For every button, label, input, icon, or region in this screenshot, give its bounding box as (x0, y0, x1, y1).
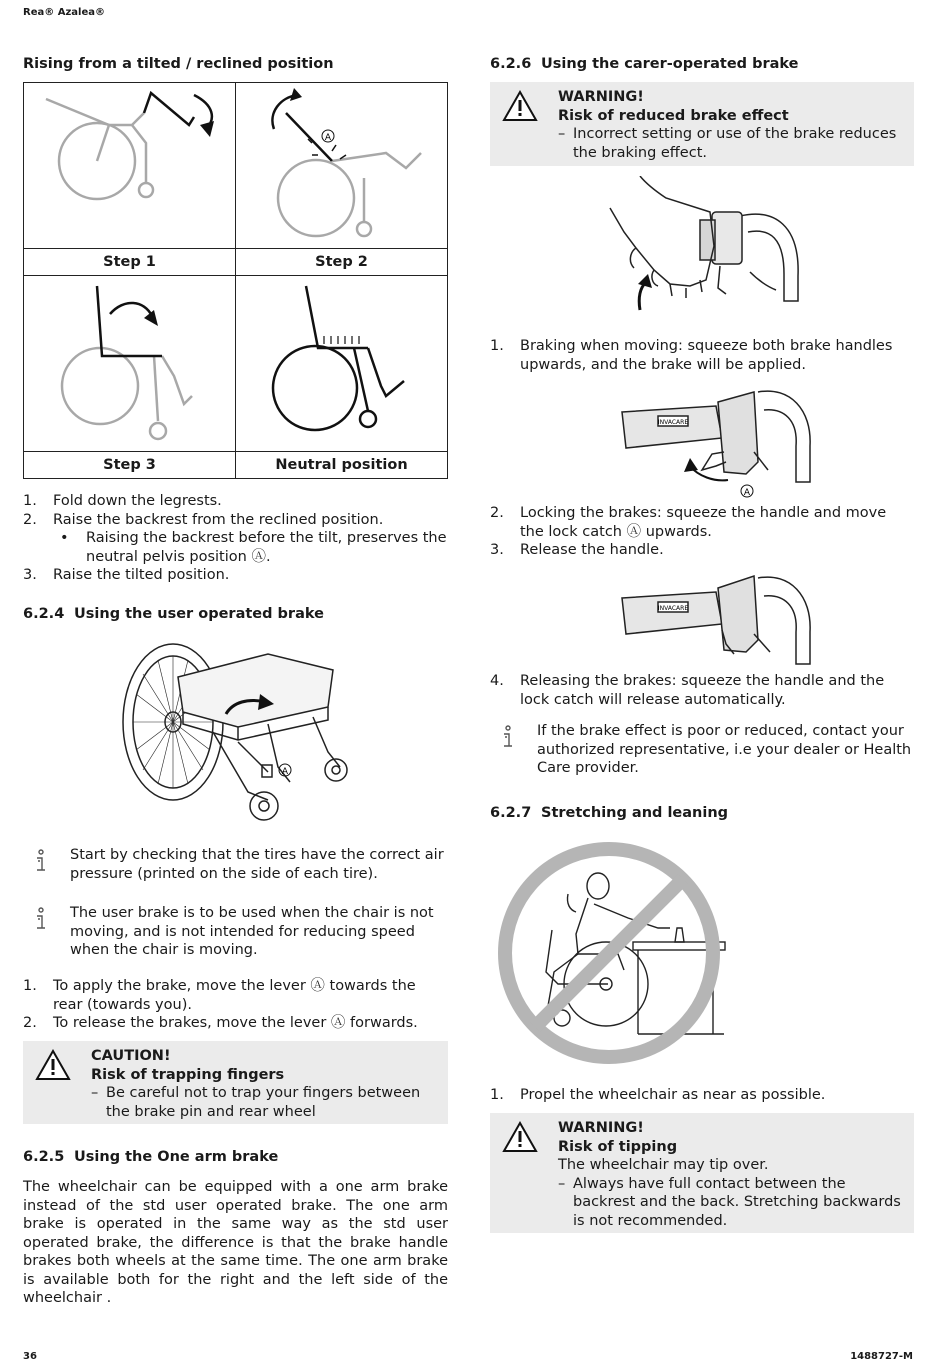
carer-brake-steps-2-3 (490, 504, 914, 560)
one-arm-brake-paragraph: The wheelchair can be equipped with a one arm brake instead of the std user operated brake. The one arm brake is operated in the same way as the std user operated brake, the difference is that the brake handle brakes both wheels at the same time. The one arm brake is available both for the right and the left side of the wheelchair . (23, 1179, 448, 1306)
list-item: 2. Locking the brakes: squeeze the handle and move the lock catch Ⓐ upwards. (490, 505, 887, 540)
list-item: 4. Releasing the brakes: squeeze the handle and the lock catch will release automatically. (490, 673, 885, 708)
page-number: 36 (23, 1351, 37, 1362)
neutral-position-caption: Neutral position (275, 457, 408, 473)
section-6-2-4-title: 6.2.4 Using the user operated brake (23, 606, 324, 622)
step-2-caption: Step 2 (236, 249, 447, 276)
warning-tipping: WARNING! Risk of tipping The wheelchair may tip over. – Always have full contact between the backrest and the back. Stretching backwards is not recommended. (490, 1113, 914, 1233)
warning-triangle-icon (502, 1121, 538, 1153)
list-item: 3. Raise the tilted position. (23, 567, 230, 583)
no-leaning-illustration (488, 834, 730, 1072)
info-note-brake-effect: If the brake effect is poor or reduced, contact your authorized representative, i.e your dealer or Health Care provider. (490, 722, 914, 778)
info-note-tires: Start by checking that the tires have the correct air pressure (printed on the side of each tire). (23, 846, 448, 883)
header-brand: Rea® Azalea® (23, 7, 105, 18)
user-brake-illustration (118, 632, 354, 832)
release-brake-illustration (618, 568, 814, 668)
tilt-bullet: • Raising the backrest before the tilt, preserves the neutral pelvis position Ⓐ. (60, 530, 447, 565)
info-icon (35, 907, 47, 931)
info-icon (502, 725, 514, 749)
list-item: 1. Fold down the legrests. (23, 493, 222, 509)
carer-brake-step-4 (490, 672, 914, 709)
user-brake-steps (23, 977, 448, 1033)
caution-trapping-fingers: CAUTION! Risk of trapping fingers – Be careful not to trap your fingers between the brake pin and rear wheel (23, 1041, 448, 1124)
step-1-figure (24, 83, 236, 249)
info-icon (35, 849, 47, 873)
step-3-caption: Step 3 (24, 452, 236, 479)
tilt-section-title: Rising from a tilted / reclined position (23, 56, 334, 72)
list-item: 2. To release the brakes, move the lever Ⓐ forwards. (23, 1015, 418, 1031)
document-number: 1488727-M (850, 1351, 913, 1362)
svg-text:A: A (743, 488, 751, 498)
warning-triangle-icon (35, 1049, 71, 1081)
svg-text:INVACARE: INVACARE (657, 605, 689, 612)
section-6-2-7-title: 6.2.7 Stretching and leaning (490, 805, 729, 821)
svg-text:A: A (324, 133, 332, 143)
step-1-caption: Step 1 (24, 249, 236, 276)
list-item: 3. Release the handle. (490, 542, 664, 558)
list-item: 2. Raise the backrest from the reclined position. (23, 511, 384, 528)
carer-brake-step-1 (490, 337, 914, 374)
step-3-figure (24, 276, 236, 452)
tilt-steps-grid (23, 82, 448, 479)
leaning-steps (490, 1086, 914, 1105)
carer-brake-hand-illustration (600, 176, 810, 316)
section-6-2-5-title: 6.2.5 Using the One arm brake (23, 1149, 279, 1165)
warning-triangle-icon (502, 90, 538, 122)
lock-catch-illustration (618, 382, 814, 502)
tilt-instructions (23, 492, 448, 585)
section-6-2-6-title: 6.2.6 Using the carer-operated brake (490, 56, 799, 72)
list-item: 1. Propel the wheelchair as near as possible. (490, 1087, 826, 1103)
svg-text:INVACARE: INVACARE (657, 419, 689, 426)
warning-reduced-brake: WARNING! Risk of reduced brake effect – Incorrect setting or use of the brake reduces the braking effect. (490, 82, 914, 166)
list-item: 1. To apply the brake, move the lever Ⓐ towards the rear (towards you). (23, 978, 416, 1013)
neutral-position-figure (236, 276, 447, 452)
step-2-figure (236, 83, 447, 249)
list-item: 1. Braking when moving: squeeze both brake handles upwards, and the brake will be applied. (490, 338, 893, 373)
svg-text:A: A (281, 767, 289, 777)
info-note-user-brake: The user brake is to be used when the chair is not moving, and is not intended for reducing speed when the chair is moving. (23, 904, 448, 960)
